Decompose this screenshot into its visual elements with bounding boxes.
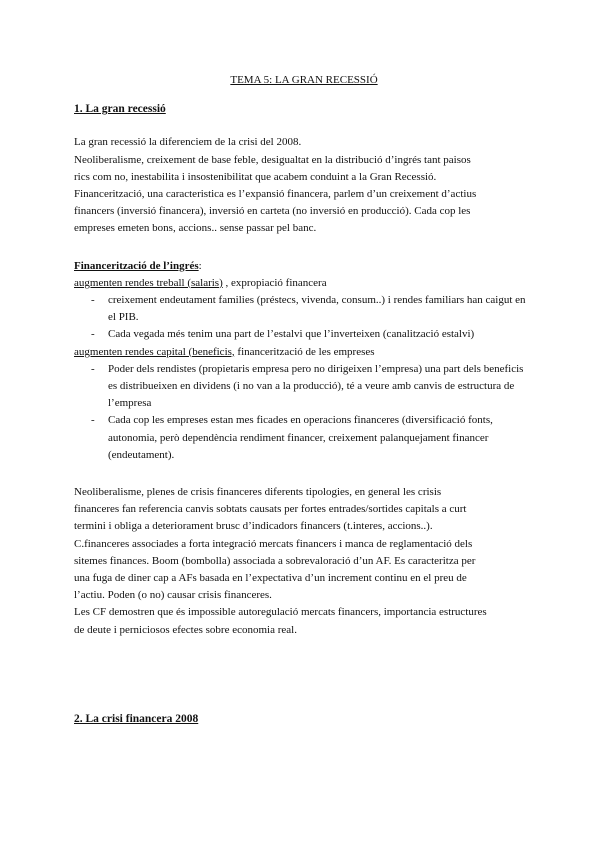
crisis-line: una fuga de diner cap a AFs basada en l’expectativa d’un increment continu en el preu de [74, 572, 467, 585]
intro-line: empreses emeten bons, accions.. sense passar pel banc. [74, 222, 317, 235]
section-2-heading: 2. La crisi financera 2008 [74, 712, 199, 725]
intro-line: Neoliberalisme, creixement de base feble, desigualtat en la distribució d’ingrés tant paisos [74, 153, 471, 166]
crisis-line: C.financeres associades a forta integració mercats financers i manca de reglamentació dels [74, 537, 473, 550]
intro-paragraph [74, 134, 534, 237]
crisis-line: Les CF demostren que és impossible autoregulació mercats financers, importancia estructures [74, 606, 487, 619]
list-item [74, 361, 534, 413]
group-1-label-underlined: augmenten rendes treball (salaris) [74, 276, 223, 289]
dash-bullet: - [91, 328, 95, 341]
crisis-line: termini i obliga a deteriorament brusc d’indicadors financers (t.interes, accions..). [74, 520, 433, 533]
document-page [74, 72, 534, 744]
intro-line: Financerització, una caracteristica es l’expansió financera, parlem d’un creixement d’actius [74, 188, 477, 201]
financeritzacio-block [74, 258, 534, 464]
dash-bullet: - [91, 414, 95, 427]
group-2-label [74, 344, 534, 361]
list-item [74, 326, 534, 343]
crisis-paragraph [74, 484, 534, 639]
blank-space [74, 659, 534, 711]
dash-bullet: - [91, 362, 95, 375]
list-item [74, 292, 534, 326]
intro-line: financers (inversió financera), inversió en carteta (no inversió en producció). Cada cop les [74, 205, 471, 218]
financeritzacio-heading: Financerització de l’ingrés [74, 259, 199, 272]
group-2-label-rest: financerització de les empreses [234, 345, 375, 358]
group-1-label-rest: , expropiació financera [222, 276, 327, 289]
intro-line: La gran recessió la diferenciem de la crisi del 2008. [74, 136, 302, 149]
document-title: TEMA 5: LA GRAN RECESSIÓ [230, 74, 378, 86]
group-1-list [74, 292, 534, 344]
section-1-heading: 1. La gran recessió [74, 103, 166, 116]
crisis-line: Neoliberalisme, plenes de crisis financeres diferents tipologies, en general les crisis [74, 486, 442, 499]
crisis-line: financeres fan referencia canvis sobtats causats per fortes entrades/sortides capitals a curt [74, 503, 467, 516]
financeritzacio-heading-line [74, 258, 534, 275]
list-item-text: Poder dels rendistes (propietaris empresa pero no dirigeixen l’empresa) una part dels beneficis es distribueixen en dividens (i no van a la producció), té a veure amb canvis de estructura de l’empresa [108, 362, 524, 410]
group-1-label [74, 275, 534, 292]
crisis-line: sitemes finances. Boom (bombolla) associada a sobrevaloració d’un AF. Es caracteritza per [74, 554, 476, 567]
list-item-text: creixement endeutament families (préstecs, vivenda, consum..) i rendes familiars han caigut en el PIB. [108, 294, 526, 324]
list-item-text: Cada cop les empreses estan mes ficades en operacions financeres (diversificació fonts, autonomia, però dependència rendiment financer, creixement palanquejament financer (endeutament). [108, 414, 493, 461]
crisis-line: l’actiu. Poden (o no) causar crisis financeres. [74, 589, 272, 602]
dash-bullet: - [91, 294, 95, 307]
list-item [74, 412, 534, 464]
crisis-line: de deute i perniciosos efectes sobre economia real. [74, 623, 297, 636]
list-item-text: Cada vegada més tenim una part de l’estalvi que l’inverteixen (canalització estalvi) [108, 328, 475, 341]
financeritzacio-heading-colon: : [198, 259, 202, 272]
group-2-list [74, 361, 534, 464]
intro-line: rics com no, inestabilita i insostenibilitat que acabem conduint a la Gran Recessió. [74, 170, 437, 183]
group-2-label-underlined: augmenten rendes capital (beneficis, [74, 345, 235, 358]
